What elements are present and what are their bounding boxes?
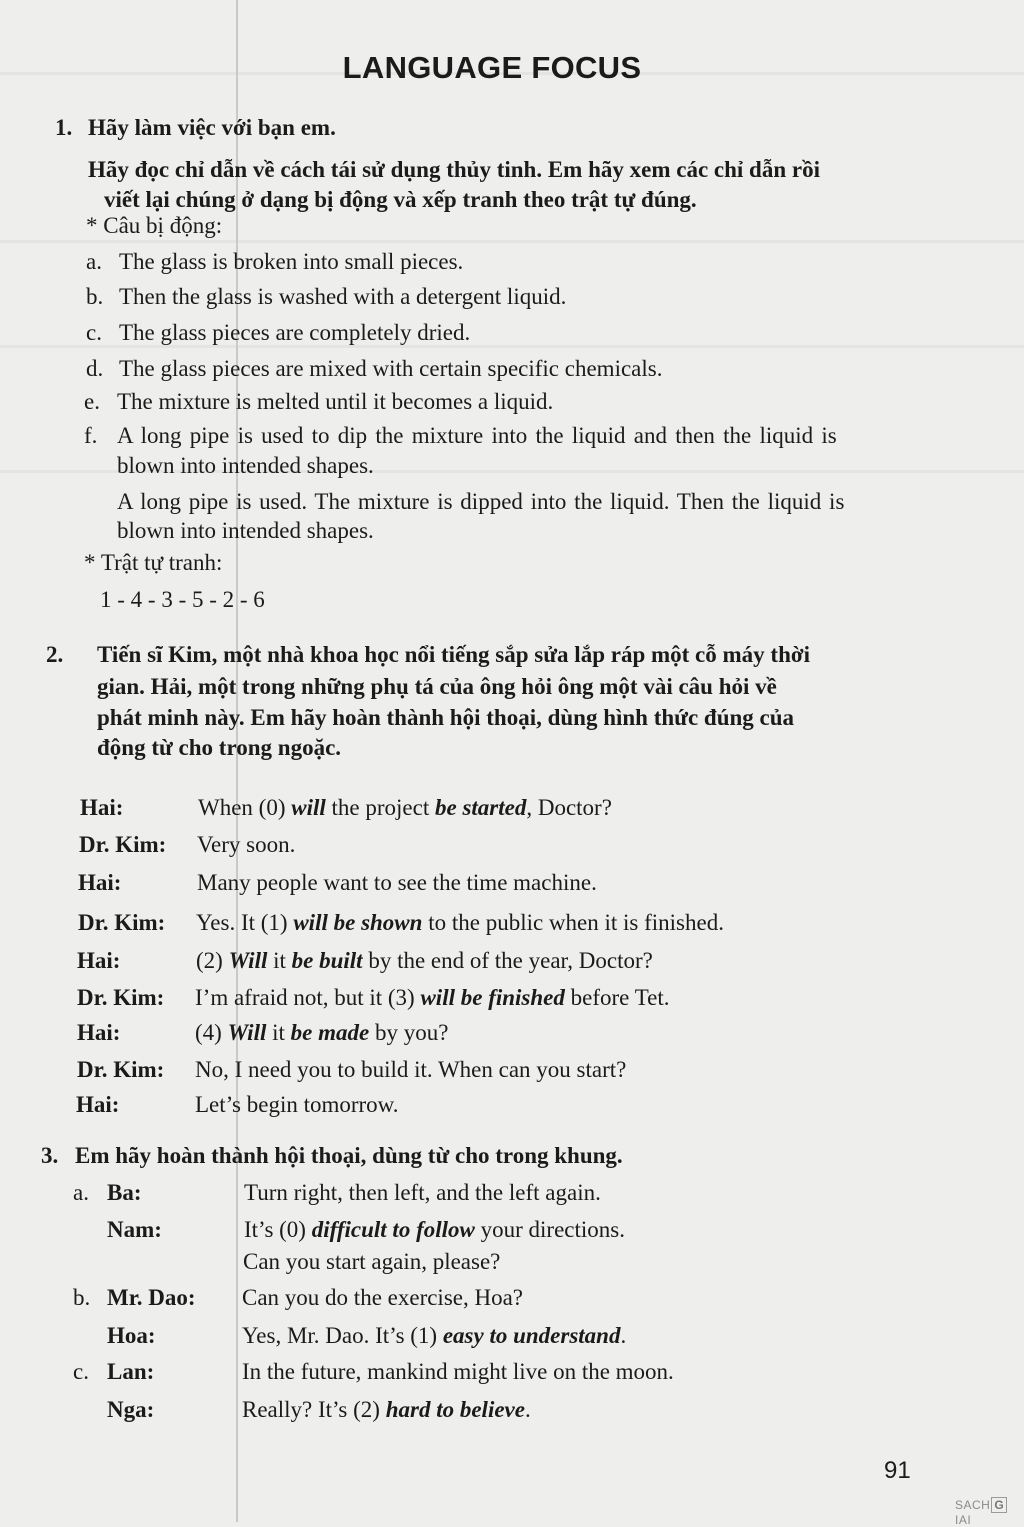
item-text: A long pipe is used. The mixture is dipped into the liquid. Then the liquid is (117, 489, 845, 514)
answer-text: Will (228, 948, 268, 973)
dialogue-text: Very soon. (197, 832, 296, 857)
answer-text: easy to understand (442, 1323, 621, 1348)
dialogue-line (195, 1020, 448, 1046)
dialogue-text: Yes, Mr. Dao. It’s (1) (242, 1323, 443, 1348)
speaker-label: Dr. Kim: (78, 910, 166, 935)
answer-text: be made (290, 1020, 370, 1045)
speaker-label: Nam: (107, 1217, 162, 1242)
dialogue-text: it (266, 1020, 291, 1045)
order-label: * Trật tự tranh: (84, 550, 223, 575)
dialogue-line (195, 1057, 626, 1083)
item-letter: a. (86, 249, 102, 274)
dialogue-text: It’s (0) (244, 1217, 312, 1242)
passive-label: * Câu bị động: (86, 213, 223, 238)
exercise-1-number: 1. (55, 115, 73, 140)
dialogue-text: , Doctor? (526, 795, 612, 820)
dialogue-text: your directions. (474, 1217, 625, 1242)
exercise-2-instruction: động từ cho trong ngoặc. (97, 735, 342, 760)
dialogue-text: Really? It’s (2) (242, 1397, 386, 1422)
order-value: 1 - 4 - 3 - 5 - 2 - 6 (100, 587, 265, 612)
dialogue-line (242, 1285, 523, 1311)
speaker-label: Dr. Kim: (77, 985, 165, 1010)
page-fold-line (236, 0, 238, 1522)
dialogue-line (242, 1397, 531, 1423)
dialogue-text: Can you do the exercise, Hoa? (242, 1285, 524, 1310)
dialogue-text: by you? (369, 1020, 449, 1045)
speaker-label: Lan: (107, 1359, 155, 1384)
dialogue-text: In the future, mankind might live on the moon. (242, 1359, 674, 1384)
dialogue-text: (2) (196, 948, 229, 973)
item-letter: c. (86, 320, 102, 345)
item-letter: a. (73, 1180, 89, 1205)
dialogue-line (196, 948, 653, 974)
exercise-2-instruction: Tiến sĩ Kim, một nhà khoa học nổi tiếng sắp sửa lắp ráp một cỗ máy thời (97, 642, 810, 667)
dialogue-text: Let’s begin tomorrow. (195, 1092, 399, 1117)
dialogue-text: it (267, 948, 292, 973)
dialogue-text: . (524, 1397, 531, 1422)
answer-text: hard to believe (385, 1397, 525, 1422)
answer-text: be started (434, 795, 527, 820)
speaker-label: Nga: (107, 1397, 155, 1422)
answer-text: Will (227, 1020, 267, 1045)
answer-text: be built (291, 948, 363, 973)
exercise-3-number: 3. (41, 1143, 59, 1168)
item-letter: c. (73, 1359, 89, 1384)
speaker-label: Hai: (80, 795, 124, 820)
exercise-1-instruction: Hãy đọc chỉ dẫn về cách tái sử dụng thủy tinh. Em hãy xem các chỉ dẫn rồi (88, 157, 820, 182)
dialogue-text: Many people want to see the time machine. (197, 870, 597, 895)
item-letter: b. (73, 1285, 91, 1310)
dialogue-text: to the public when it is finished. (422, 910, 724, 935)
item-letter: f. (84, 423, 98, 448)
item-text: The glass pieces are mixed with certain specific chemicals. (119, 356, 663, 381)
dialogue-line (242, 1359, 674, 1385)
dialogue-line (197, 832, 295, 858)
item-letter: b. (86, 284, 104, 309)
speaker-label: Hai: (76, 1092, 120, 1117)
page-title: LANGUAGE FOCUS (342, 50, 642, 85)
speaker-label: Mr. Dao: (107, 1285, 196, 1310)
item-text: blown into intended shapes. (117, 518, 374, 543)
dialogue-text: When (0) (198, 795, 292, 820)
item-letter: d. (86, 356, 104, 381)
speaker-label: Hai: (78, 870, 122, 895)
answer-text: will be shown (293, 910, 423, 935)
exercise-3-heading: Em hãy hoàn thành hội thoại, dùng từ cho trong khung. (75, 1143, 623, 1168)
item-text: The glass is broken into small pieces. (119, 249, 464, 274)
answer-text: will (291, 795, 326, 820)
dialogue-line (198, 795, 612, 821)
dialogue-text: by the end of the year, Doctor? (362, 948, 653, 973)
exercise-1-heading: Hãy làm việc với bạn em. (88, 115, 336, 140)
item-text: Then the glass is washed with a detergent liquid. (119, 284, 567, 309)
speaker-label: Hoa: (107, 1323, 156, 1348)
speaker-label: Dr. Kim: (77, 1057, 165, 1082)
dialogue-text: Can you start again, please? (243, 1249, 501, 1274)
exercise-2-instruction: phát minh này. Em hãy hoàn thành hội thoại, dùng hình thức đúng của (97, 705, 795, 730)
dialogue-text: (4) (195, 1020, 228, 1045)
item-letter: e. (84, 389, 100, 414)
speaker-label: Hai: (77, 1020, 121, 1045)
dialogue-line (243, 1249, 500, 1275)
item-text: The mixture is melted until it becomes a liquid. (117, 389, 554, 414)
dialogue-text: before Tet. (564, 985, 670, 1010)
dialogue-line (195, 1092, 399, 1118)
dialogue-text: Yes. It (1) (196, 910, 294, 935)
exercise-2-instruction: gian. Hải, một trong những phụ tá của ông hỏi ông một vài câu hỏi về (97, 674, 777, 699)
dialogue-line (244, 1180, 601, 1206)
dialogue-line (195, 985, 670, 1011)
exercise-1-instruction: viết lại chúng ở dạng bị động và xếp tranh theo trật tự đúng. (104, 187, 697, 212)
speaker-label: Ba: (107, 1180, 142, 1205)
page-number: 91 (884, 1457, 911, 1484)
exercise-2-number: 2. (46, 642, 64, 667)
dialogue-text: I’m afraid not, but it (3) (195, 985, 421, 1010)
answer-text: will be finished (420, 985, 565, 1010)
item-text: A long pipe is used to dip the mixture into the liquid and then the liquid is (117, 423, 837, 448)
item-text: The glass pieces are completely dried. (119, 320, 471, 345)
dialogue-text: . (620, 1323, 627, 1348)
watermark-logo: SACH GIAI (955, 1497, 1024, 1527)
dialogue-line (197, 870, 597, 896)
item-text: blown into intended shapes. (117, 453, 374, 478)
dialogue-text: Turn right, then left, and the left again. (244, 1180, 601, 1205)
dialogue-text: the project (325, 795, 435, 820)
dialogue-line (244, 1217, 625, 1243)
dialogue-line (196, 910, 724, 936)
speaker-label: Hai: (77, 948, 121, 973)
answer-text: difficult to follow (311, 1217, 475, 1242)
speaker-label: Dr. Kim: (79, 832, 167, 857)
dialogue-line (242, 1323, 626, 1349)
dialogue-text: No, I need you to build it. When can you start? (195, 1057, 627, 1082)
bleed-through (0, 240, 1024, 243)
